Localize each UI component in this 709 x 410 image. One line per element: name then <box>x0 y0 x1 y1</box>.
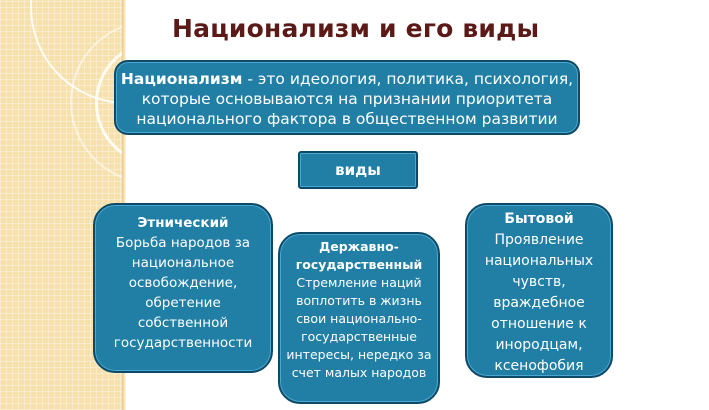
type-card-heading: Бытовой <box>504 211 574 227</box>
type-card-ethnic <box>93 203 273 373</box>
type-card-text: Стремление наций воплотить в жизнь свои национально-государственные интересы, нередко за счет малых народов <box>286 275 432 380</box>
type-card-heading: Этнический <box>137 215 229 231</box>
definition-text: - это идеология, политика, психология, которые основываются на признании приоритета национального фактора в общественном развитии <box>136 70 574 128</box>
type-card-everyday <box>465 203 613 378</box>
slide-title: Национализм и его виды <box>172 14 540 43</box>
definition-term: Национализм <box>120 70 243 88</box>
type-card-heading: Державно-государственный <box>295 239 423 272</box>
type-card-state <box>278 232 440 404</box>
type-card-text: Борьба народов за национальное освобождение, обретение собственной государственности <box>113 235 253 351</box>
types-label-box: виды <box>298 151 418 189</box>
definition-box <box>114 60 580 135</box>
type-card-text: Проявление национальных чувств, враждебное отношение к инородцам, ксенофобия <box>484 232 594 374</box>
